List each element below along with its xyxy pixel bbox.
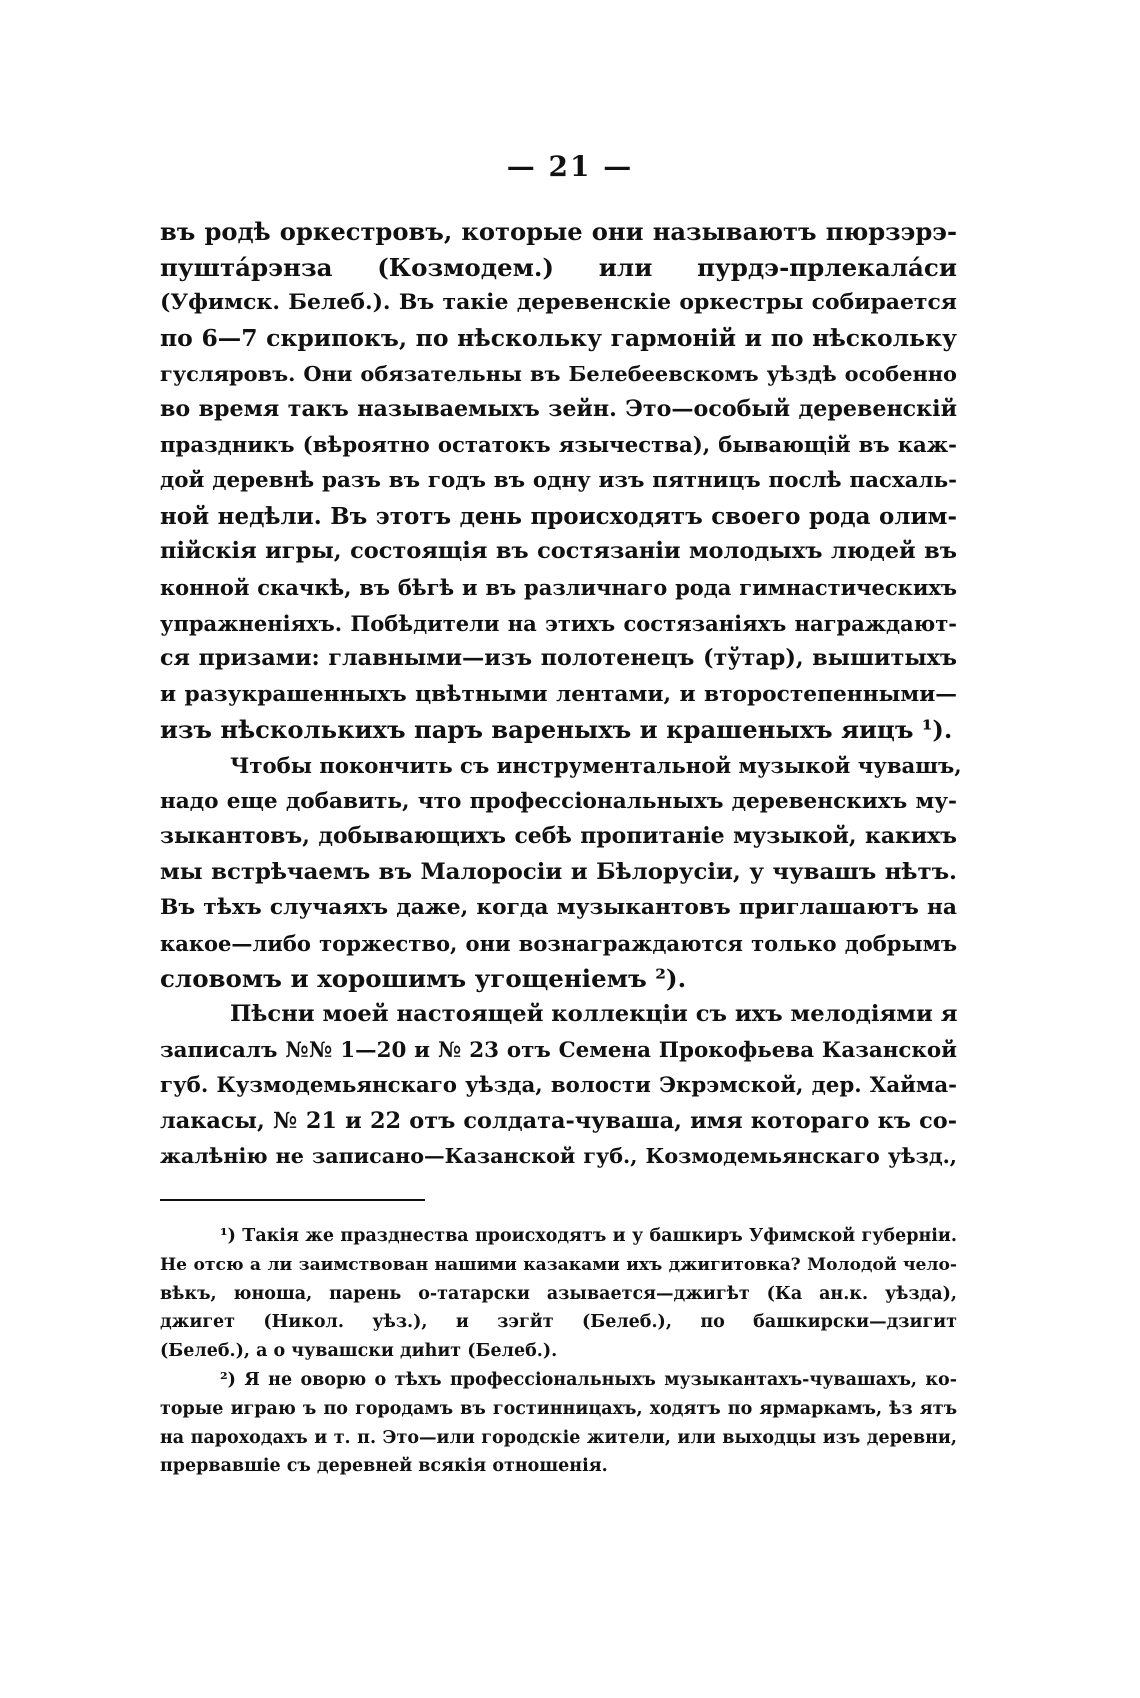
text-line: (Уфимск. Белеб.). Въ такіе деревенскіе оркестры собирается	[160, 289, 957, 316]
footnotes	[160, 1222, 957, 1481]
footnote-1-line: ¹) Такія же празднества происходятъ и у башкиръ Уфимской губерніи.	[220, 1226, 957, 1246]
text-line: пуштáрэнза (Козмодем.) или пурдэ-прлекалáси	[160, 252, 957, 282]
text-line: по 6—7 скрипокъ, по нѣскольку гармоній и по нѣскольку	[160, 323, 957, 352]
text-line: конной скачкѣ, въ бѣгѣ и въ различнаго рода гимнастическихъ	[160, 574, 957, 600]
text-line: Въ тѣхъ случаяхъ даже, когда музыкантовъ приглашаютъ на	[160, 895, 957, 921]
footnote-1-line: (Белеб.), а о чувашски диһит (Белеб.).	[160, 1341, 558, 1362]
text-line: изъ нѣсколькихъ паръ вареныхъ и крашеныхъ яицъ ¹).	[160, 715, 953, 745]
footnote-2-line: торые играю ъ по городамъ въ гостинницахъ, ходятъ по ярмаркамъ, ѣз ятъ	[160, 1398, 957, 1419]
text-line: праздникъ (вѣроятно остатокъ язычества), бывающій въ каж-	[160, 432, 957, 458]
text-line: дой деревнѣ разъ въ годъ въ одну изъ пятницъ послѣ пасхаль-	[160, 468, 957, 494]
footnote-1-line: Не отсю а ли заимствован нашими казаками ихъ джигитовка? Молодой чело-	[160, 1254, 957, 1275]
footnote-2-line: прервавшіе съ деревней всякія отношенія.	[160, 1456, 608, 1477]
text-line: зыкантовъ, добывающихъ себѣ пропитаніе музыкой, какихъ	[160, 823, 957, 850]
footnote-1-line: вѣкъ, юноша, парень о-татарски азывается—джигѣт (Ка ан.к. уѣзда),	[160, 1283, 957, 1304]
text-line: ной недѣли. Въ этотъ день происходятъ своего рода олим-	[160, 502, 957, 530]
text-line: какое—либо торжество, они вознаграждаются только добрымъ	[160, 930, 957, 956]
text-line: записалъ №№ 1—20 и № 23 отъ Семена Прокофьева Казанской	[160, 1037, 957, 1063]
footnote-2-line: на пароходахъ и т. п. Это—или городскіе жители, или выходцы изъ деревни,	[160, 1427, 957, 1448]
footnote-divider	[160, 1199, 425, 1201]
footnote-2-line: ²) Я не оворю о тѣхъ профессіональныхъ музыкантахъ-чувашахъ, ко-	[220, 1369, 957, 1390]
body-text	[160, 214, 962, 1175]
footnote-1-line: джигет (Никол. уѣз.), и зэгйт (Белеб.), по башкирски—дзигит	[160, 1312, 957, 1333]
text-line: гусляровъ. Они обязательны въ Белебеевскомъ уѣздѣ особенно	[160, 361, 957, 387]
text-line: во время такъ называемыхъ зейн. Это—особый деревенскій	[160, 395, 957, 422]
text-line: пійскія игры, состоящія въ состязаніи молодыхъ людей въ	[160, 538, 957, 565]
text-line: губ. Кузмодемьянскаго уѣзда, волости Экрэмской, дер. Хайма-	[160, 1073, 957, 1099]
text-line: жалѣнію не записано—Казанской губ., Козмодемьянскаго уѣзд.,	[160, 1144, 957, 1169]
text-line: въ родѣ оркестровъ, которые они называютъ пюрзэрэ-	[160, 217, 957, 246]
text-line: и разукрашенныхъ цвѣтными лентами, и второстепенными—	[160, 681, 957, 707]
text-line: надо еще добавить, что профессіональныхъ деревенскихъ му-	[160, 788, 957, 814]
text-line: ся призами: главными—изъ полотенецъ (тўтар), вышитыхъ	[160, 645, 957, 672]
text-line: лакасы, № 21 и 22 отъ солдата-чуваша, имя котораго къ со-	[160, 1107, 957, 1134]
page-number: — 21 —	[506, 150, 634, 183]
text-line: мы встрѣчаемъ въ Малоросіи и Бѣлорусіи, у чувашъ нѣтъ.	[160, 858, 957, 885]
paragraph-start-line: Чтобы покончить съ инструментальной музыкой чувашъ,	[230, 752, 962, 778]
paragraph-start-line: Пѣсни моей настоящей коллекціи съ ихъ мелодіями я	[230, 1001, 958, 1028]
text-line: словомъ и хорошимъ угощеніемъ ²).	[160, 964, 687, 994]
text-line: упражненіяхъ. Побѣдители на этихъ состязаніяхъ награждают-	[160, 610, 957, 636]
